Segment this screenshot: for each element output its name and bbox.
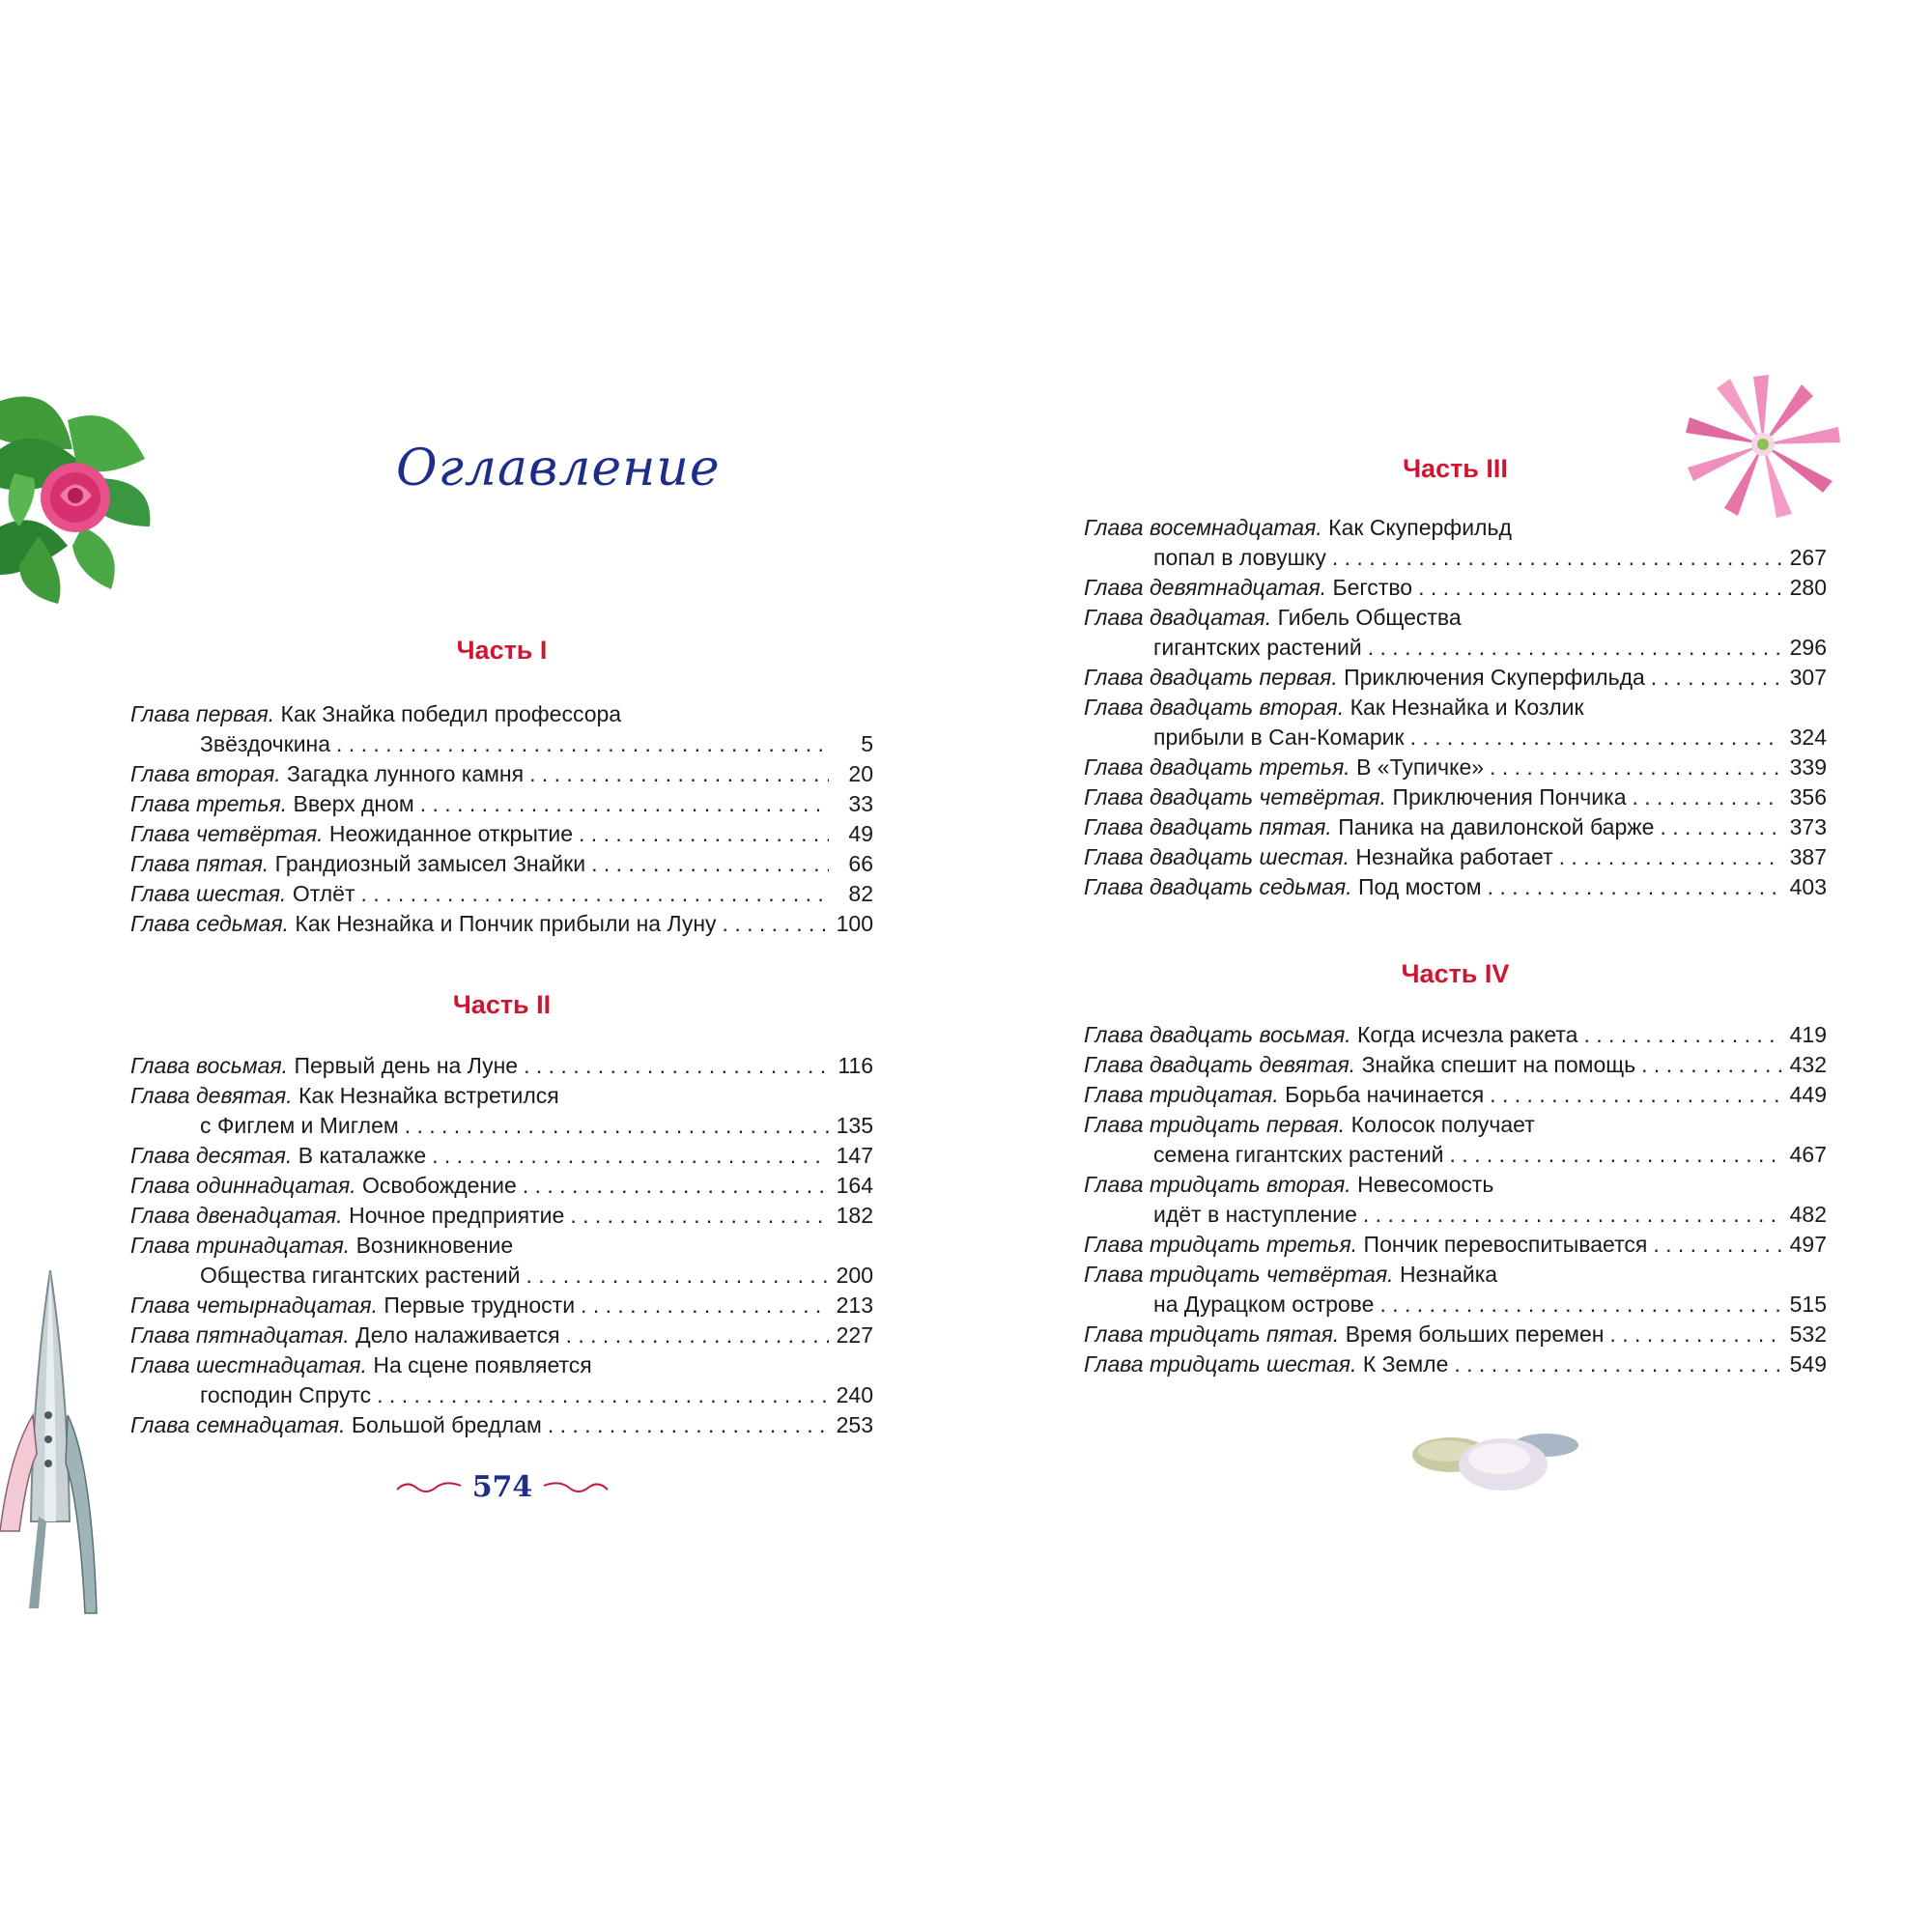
toc-entry-line — [1084, 1020, 1827, 1050]
toc-entry-line — [130, 1261, 873, 1291]
toc-entry — [130, 789, 873, 819]
toc-entry-line — [1084, 782, 1827, 812]
chapter-number: Глава шестая. — [130, 881, 287, 906]
chapter-title: Знайка спешит на помощь — [1361, 1052, 1636, 1077]
part-heading-4: Часть IV — [1401, 959, 1510, 988]
chapter-page-number: 549 — [1789, 1351, 1827, 1377]
toc-entry — [1084, 1230, 1827, 1260]
left-flourish-icon — [395, 1478, 463, 1497]
chapter-title: Приключения Скуперфильда — [1344, 665, 1645, 690]
chapter-page-number: 324 — [1789, 724, 1827, 750]
chapter-page-number: 33 — [848, 791, 873, 816]
toc-title: Оглавление — [396, 440, 721, 497]
toc-entry-line — [130, 1410, 873, 1440]
toc-entry — [1084, 1320, 1827, 1350]
chapter-page-number: 497 — [1789, 1232, 1827, 1257]
part-heading-2: Часть II — [452, 990, 552, 1019]
toc-entry-line — [1084, 842, 1827, 872]
dot-leader — [1450, 1140, 1782, 1170]
toc-entry-line — [1084, 1110, 1827, 1140]
chapter-number: Глава восемнадцатая. — [1084, 515, 1322, 540]
chapter-title: Время больших перемен — [1345, 1321, 1605, 1347]
chapter-title: Неожиданное открытие — [328, 821, 574, 846]
chapter-page-number: 227 — [836, 1322, 873, 1348]
dot-leader — [526, 1261, 829, 1291]
toc-entry-line — [130, 1231, 873, 1261]
dot-leader — [1651, 663, 1782, 693]
dot-leader — [1490, 753, 1782, 782]
toc-entry-line — [130, 1380, 873, 1410]
chapter-page-number: 20 — [848, 761, 873, 786]
dot-leader — [591, 849, 829, 879]
dot-leader — [529, 759, 829, 789]
toc-entry — [130, 879, 873, 909]
toc-list-part-3 — [1084, 513, 1827, 902]
chapter-page-number: 482 — [1789, 1202, 1827, 1227]
chapter-title: с Фиглем и Миглем — [200, 1113, 399, 1138]
dot-leader — [1379, 1290, 1782, 1320]
toc-entry-line — [130, 849, 873, 879]
page-number-value: 574 — [471, 1470, 533, 1504]
chapter-title: Гибель Общества — [1277, 605, 1462, 630]
toc-entry — [1084, 693, 1827, 753]
toc-entry-line — [130, 699, 873, 729]
toc-entry-line — [1084, 872, 1827, 902]
toc-entry — [1084, 812, 1827, 842]
chapter-number: Глава вторая. — [130, 761, 281, 786]
chapter-page-number: 467 — [1789, 1142, 1827, 1167]
chapter-title: Ночное предприятие — [349, 1203, 565, 1228]
chapter-number: Глава тридцать четвёртая. — [1084, 1262, 1394, 1287]
chapter-title: Большой бредлам — [351, 1412, 542, 1437]
toc-entry-line — [130, 909, 873, 939]
chapter-page-number: 164 — [836, 1173, 873, 1198]
chapter-title: Как Скуперфильд — [1328, 515, 1512, 540]
chapter-title: Паника на давилонской барже — [1338, 814, 1655, 839]
right-page — [966, 0, 1932, 1932]
chapter-number: Глава пятая. — [130, 851, 270, 876]
chapter-title: Возникновение — [355, 1233, 514, 1258]
chapter-title: Незнайка — [1399, 1262, 1498, 1287]
chapter-title: Как Незнайка и Пончик прибыли на Луну — [295, 911, 717, 936]
moon-stones-illustration — [1410, 1428, 1584, 1495]
dot-leader — [581, 1291, 829, 1321]
chapter-title: Как Знайка победил профессора — [280, 701, 622, 726]
toc-entry — [130, 699, 873, 759]
chapter-title: прибыли в Сан-Комарик — [1153, 724, 1405, 750]
chapter-page-number: 200 — [836, 1263, 873, 1288]
dot-leader — [1368, 633, 1782, 663]
toc-entry — [130, 1291, 873, 1321]
chapter-number: Глава тридцать шестая. — [1084, 1351, 1357, 1377]
chapter-page-number: 240 — [836, 1382, 873, 1407]
chapter-number: Глава двадцать пятая. — [1084, 814, 1332, 839]
chapter-page-number: 280 — [1789, 575, 1827, 600]
dot-leader — [570, 1201, 829, 1231]
toc-entry-line — [130, 759, 873, 789]
part-heading-3: Часть III — [1403, 454, 1508, 483]
toc-entry-line — [1084, 1260, 1827, 1290]
chapter-title: Освобождение — [362, 1173, 517, 1198]
chapter-page-number: 213 — [836, 1293, 873, 1318]
chapter-title: На сцене появляется — [373, 1352, 592, 1378]
chapter-page-number: 515 — [1789, 1292, 1827, 1317]
chapter-number: Глава двадцать седьмая. — [1084, 874, 1352, 899]
dot-leader — [579, 819, 829, 849]
toc-entry — [130, 849, 873, 879]
dot-leader — [1454, 1350, 1782, 1379]
dot-leader — [1641, 1050, 1782, 1080]
chapter-title: Загадка лунного камня — [287, 761, 525, 786]
part-heading-1: Часть I — [456, 636, 548, 665]
right-flourish-icon — [542, 1478, 610, 1497]
toc-entry — [130, 1141, 873, 1171]
chapter-page-number: 116 — [838, 1053, 873, 1078]
chapter-title: Как Незнайка встретился — [298, 1083, 559, 1108]
chapter-page-number: 5 — [861, 731, 873, 756]
chapter-page-number: 66 — [848, 851, 873, 876]
dot-leader — [524, 1051, 829, 1081]
chapter-number: Глава двадцать восьмая. — [1084, 1022, 1351, 1047]
toc-entry — [130, 1051, 873, 1081]
chapter-number: Глава тридцать третья. — [1084, 1232, 1358, 1257]
toc-entry — [1084, 872, 1827, 902]
toc-entry-line — [1084, 543, 1827, 573]
chapter-title: Грандиозный замысел Знайки — [274, 851, 586, 876]
toc-entry — [130, 759, 873, 789]
toc-entry — [1084, 513, 1827, 573]
chapter-number: Глава семнадцатая. — [130, 1412, 346, 1437]
dot-leader — [1363, 1200, 1782, 1230]
chapter-title: гигантских растений — [1153, 635, 1362, 660]
toc-entry — [130, 1171, 873, 1201]
chapter-title: Бегство — [1332, 575, 1413, 600]
chapter-number: Глава шестнадцатая. — [130, 1352, 367, 1378]
chapter-title: Первые трудности — [384, 1293, 576, 1318]
dot-leader — [1583, 1020, 1782, 1050]
toc-entry-line — [1084, 812, 1827, 842]
toc-entry — [130, 1081, 873, 1141]
chapter-title: на Дурацком острове — [1153, 1292, 1375, 1317]
chapter-page-number: 82 — [848, 881, 873, 906]
toc-entry-line — [1084, 1230, 1827, 1260]
chapter-number: Глава двенадцатая. — [130, 1203, 343, 1228]
toc-entry — [1084, 1170, 1827, 1230]
dot-leader — [1332, 543, 1782, 573]
toc-entry-line — [130, 729, 873, 759]
toc-entry-line — [1084, 1050, 1827, 1080]
toc-entry — [130, 1321, 873, 1350]
chapter-title: Пончик перевоспитывается — [1363, 1232, 1648, 1257]
chapter-page-number: 356 — [1789, 784, 1827, 810]
page-number — [386, 1470, 618, 1504]
toc-entry-line — [1084, 1170, 1827, 1200]
toc-entry — [1084, 1050, 1827, 1080]
toc-entry-line — [130, 1141, 873, 1171]
toc-entry — [1084, 782, 1827, 812]
chapter-number: Глава тридцать пятая. — [1084, 1321, 1340, 1347]
toc-entry-line — [1084, 513, 1827, 543]
toc-entry — [1084, 1020, 1827, 1050]
chapter-page-number: 253 — [836, 1412, 873, 1437]
toc-entry-line — [130, 1081, 873, 1111]
chapter-number: Глава двадцать вторая. — [1084, 695, 1345, 720]
toc-entry — [130, 1350, 873, 1410]
toc-entry-line — [1084, 723, 1827, 753]
toc-entry-line — [1084, 1080, 1827, 1110]
dot-leader — [377, 1380, 829, 1410]
toc-entry-line — [130, 1111, 873, 1141]
chapter-number: Глава двадцать четвёртая. — [1084, 784, 1387, 810]
chapter-page-number: 296 — [1789, 635, 1827, 660]
toc-entry-line — [1084, 573, 1827, 603]
dot-leader — [1559, 842, 1782, 872]
chapter-number: Глава двадцать первая. — [1084, 665, 1338, 690]
toc-entry-line — [1084, 693, 1827, 723]
dot-leader — [1490, 1080, 1782, 1110]
chapter-page-number: 419 — [1789, 1022, 1827, 1047]
dot-leader — [1653, 1230, 1782, 1260]
chapter-title: господин Спрутс — [200, 1382, 372, 1407]
chapter-title: идёт в наступление — [1153, 1202, 1357, 1227]
toc-entry-line — [130, 1291, 873, 1321]
chapter-title: попал в ловушку — [1153, 545, 1326, 570]
chapter-title: Дело налаживается — [355, 1322, 560, 1348]
dot-leader — [566, 1321, 829, 1350]
dot-leader — [1609, 1320, 1782, 1350]
chapter-page-number: 135 — [836, 1113, 873, 1138]
toc-entry-line — [1084, 1140, 1827, 1170]
chapter-page-number: 373 — [1789, 814, 1827, 839]
chapter-title: Колосок получает — [1350, 1112, 1535, 1137]
chapter-page-number: 403 — [1789, 874, 1827, 899]
chapter-title: Отлёт — [292, 881, 355, 906]
chapter-title: Первый день на Луне — [294, 1053, 519, 1078]
toc-entry-line — [1084, 1290, 1827, 1320]
chapter-number: Глава восьмая. — [130, 1053, 289, 1078]
chapter-title: Как Незнайка и Козлик — [1350, 695, 1584, 720]
chapter-title: Под мостом — [1357, 874, 1482, 899]
toc-entry — [1084, 1110, 1827, 1170]
toc-entry — [1084, 603, 1827, 663]
chapter-page-number: 147 — [836, 1143, 873, 1168]
chapter-number: Глава первая. — [130, 701, 275, 726]
chapter-title: Незнайка работает — [1355, 844, 1553, 869]
rose-illustration — [0, 382, 155, 604]
toc-entry-line — [1084, 603, 1827, 633]
chapter-page-number: 339 — [1789, 754, 1827, 780]
chapter-title: Звёздочкина — [200, 731, 331, 756]
chapter-page-number: 267 — [1789, 545, 1827, 570]
toc-entry — [130, 819, 873, 849]
chapter-title: В «Тупичке» — [1356, 754, 1485, 780]
chapter-page-number: 100 — [836, 911, 873, 936]
chapter-number: Глава двадцать третья. — [1084, 754, 1350, 780]
chapter-title: К Земле — [1362, 1351, 1449, 1377]
chapter-title: Борьба начинается — [1285, 1082, 1485, 1107]
rocket-illustration — [0, 1270, 106, 1618]
dot-leader — [1660, 812, 1782, 842]
chapter-number: Глава седьмая. — [130, 911, 290, 936]
toc-entry — [1084, 842, 1827, 872]
chapter-number: Глава двадцать девятая. — [1084, 1052, 1356, 1077]
chapter-title: Общества гигантских растений — [200, 1263, 521, 1288]
toc-entry — [1084, 1350, 1827, 1379]
chapter-page-number: 449 — [1789, 1082, 1827, 1107]
toc-entry-line — [130, 1350, 873, 1380]
toc-entry-line — [130, 879, 873, 909]
chapter-page-number: 532 — [1789, 1321, 1827, 1347]
chapter-title: Приключения Пончика — [1392, 784, 1627, 810]
chapter-title: семена гигантских растений — [1153, 1142, 1444, 1167]
toc-entry-line — [130, 819, 873, 849]
toc-entry — [1084, 753, 1827, 782]
chapter-title: В каталажке — [298, 1143, 427, 1168]
dot-leader — [1633, 782, 1783, 812]
toc-entry-line — [130, 1321, 873, 1350]
chapter-number: Глава двадцать шестая. — [1084, 844, 1350, 869]
toc-entry — [1084, 573, 1827, 603]
toc-entry — [1084, 663, 1827, 693]
chapter-number: Глава тринадцатая. — [130, 1233, 351, 1258]
toc-entry-line — [130, 1171, 873, 1201]
pink-flower-illustration — [1681, 367, 1845, 522]
toc-entry-line — [1084, 633, 1827, 663]
toc-list-part-4 — [1084, 1020, 1827, 1379]
toc-entry-line — [1084, 663, 1827, 693]
dot-leader — [1410, 723, 1782, 753]
dot-leader — [420, 789, 829, 819]
chapter-title: Когда исчезла ракета — [1357, 1022, 1578, 1047]
toc-list-part-1 — [130, 699, 873, 939]
toc-entry-line — [130, 789, 873, 819]
chapter-number: Глава третья. — [130, 791, 288, 816]
dot-leader — [405, 1111, 829, 1141]
chapter-title: Невесомость — [1357, 1172, 1494, 1197]
dot-leader — [1418, 573, 1782, 603]
toc-entry-line — [1084, 1200, 1827, 1230]
chapter-number: Глава тридцатая. — [1084, 1082, 1279, 1107]
toc-entry-line — [1084, 1320, 1827, 1350]
toc-entry — [130, 1410, 873, 1440]
toc-entry — [130, 1231, 873, 1291]
chapter-page-number: 182 — [836, 1203, 873, 1228]
toc-entry — [1084, 1260, 1827, 1320]
dot-leader — [336, 729, 829, 759]
toc-entry — [130, 1201, 873, 1231]
chapter-number: Глава тридцать первая. — [1084, 1112, 1346, 1137]
toc-entry-line — [130, 1051, 873, 1081]
chapter-number: Глава пятнадцатая. — [130, 1322, 350, 1348]
chapter-number: Глава четвёртая. — [130, 821, 324, 846]
toc-entry-line — [130, 1201, 873, 1231]
chapter-number: Глава четырнадцатая. — [130, 1293, 378, 1318]
dot-leader — [1488, 872, 1782, 902]
chapter-number: Глава двадцатая. — [1084, 605, 1272, 630]
dot-leader — [548, 1410, 829, 1440]
chapter-page-number: 49 — [848, 821, 873, 846]
toc-entry — [1084, 1080, 1827, 1110]
chapter-number: Глава десятая. — [130, 1143, 293, 1168]
dot-leader — [432, 1141, 829, 1171]
chapter-number: Глава девятнадцатая. — [1084, 575, 1327, 600]
toc-entry — [130, 909, 873, 939]
chapter-page-number: 387 — [1789, 844, 1827, 869]
dot-leader — [523, 1171, 829, 1201]
dot-leader — [723, 909, 829, 939]
chapter-number: Глава девятая. — [130, 1083, 293, 1108]
chapter-title: Вверх дном — [293, 791, 414, 816]
toc-list-part-2 — [130, 1051, 873, 1440]
chapter-page-number: 432 — [1789, 1052, 1827, 1077]
toc-entry-line — [1084, 1350, 1827, 1379]
chapter-number: Глава тридцать вторая. — [1084, 1172, 1351, 1197]
toc-entry-line — [1084, 753, 1827, 782]
chapter-page-number: 307 — [1789, 665, 1827, 690]
dot-leader — [361, 879, 829, 909]
chapter-number: Глава одиннадцатая. — [130, 1173, 356, 1198]
